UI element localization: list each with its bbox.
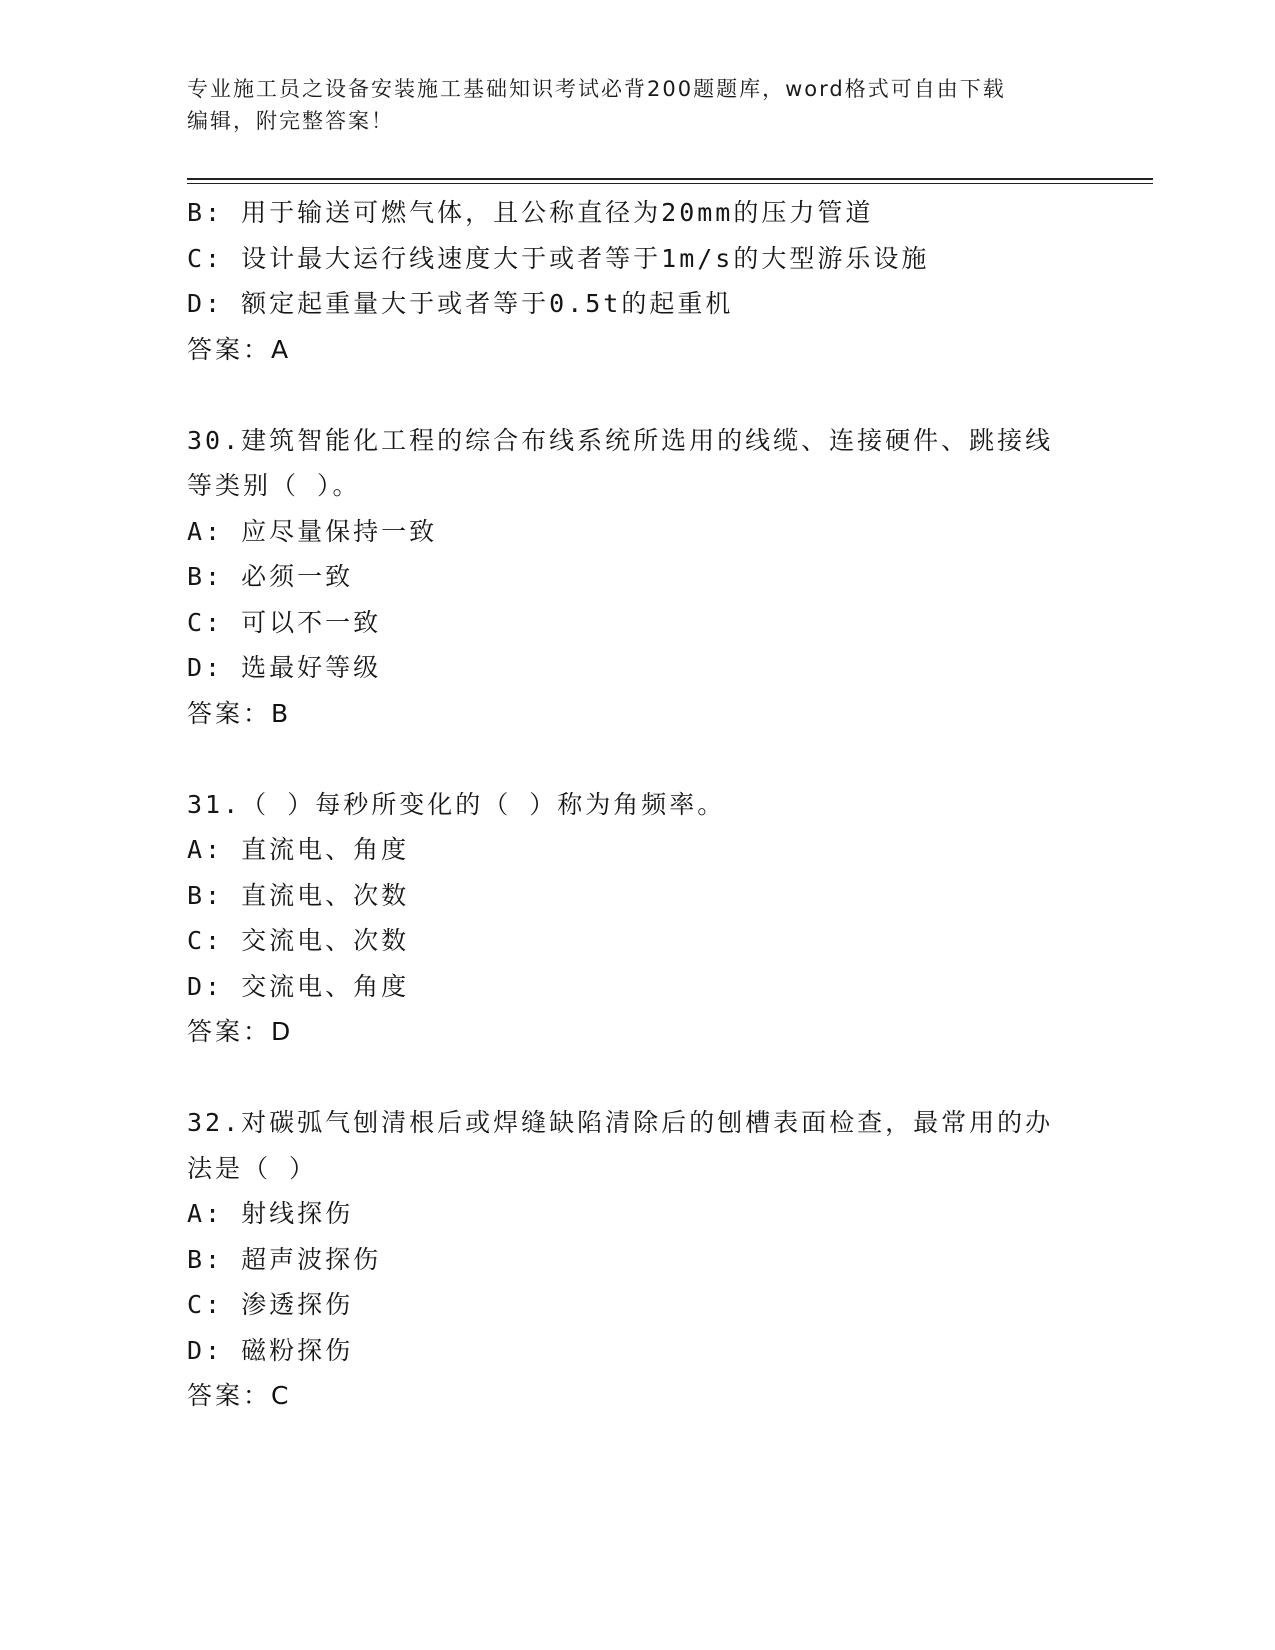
answer-line: 答案：D [187, 1017, 294, 1046]
option-b: B: 必须一致 [187, 562, 354, 591]
question-list [187, 190, 1087, 1419]
answer-line: 答案：B [187, 698, 292, 728]
prev-question-block [187, 190, 1087, 372]
answer-line: 答案：C [187, 1381, 292, 1410]
header-divider-thin [187, 183, 1153, 184]
question-text-line1: 31.（ ）每秒所变化的（ ）称为角频率。 [187, 789, 726, 819]
option-a: A: 应尽量保持一致 [187, 516, 438, 546]
option-d: D: 选最好等级 [187, 653, 382, 682]
option-c: C: 可以不一致 [187, 607, 382, 637]
option-a: A: 直流电、角度 [187, 835, 410, 864]
question-31 [187, 782, 1087, 1055]
question-32 [187, 1100, 1087, 1419]
option-c: C: 渗透探伤 [187, 1290, 354, 1319]
question-text-line2: 法是（ ） [187, 1153, 318, 1183]
option-b: B: 超声波探伤 [187, 1244, 382, 1274]
option-d: D: 额定起重量大于或者等于0.5t的起重机 [187, 289, 734, 318]
option-c: C: 设计最大运行线速度大于或者等于1m/s的大型游乐设施 [187, 243, 930, 273]
question-text [187, 782, 1067, 828]
option-c: C: 交流电、次数 [187, 926, 410, 955]
header-title-line2: 编辑，附完整答案！ [187, 109, 394, 133]
option-b: B: 直流电、次数 [187, 880, 410, 910]
header-divider-thick [187, 178, 1153, 180]
answer-line: 答案：A [187, 334, 292, 364]
question-text [187, 418, 1067, 509]
spacer [187, 1055, 1087, 1101]
document-header [187, 73, 1067, 137]
option-b: B: 用于输送可燃气体，且公称直径为20mm的压力管道 [187, 198, 874, 227]
spacer [187, 736, 1087, 782]
header-title-line1: 专业施工员之设备安装施工基础知识考试必背200题题库，word格式可自由下载 [187, 77, 1006, 101]
question-text-line1: 32.对碳弧气刨清根后或焊缝缺陷清除后的刨槽表面检查，最常用的办 [187, 1108, 1054, 1137]
spacer [187, 372, 1087, 418]
question-30 [187, 418, 1087, 737]
option-a: A: 射线探伤 [187, 1199, 354, 1228]
question-text-line1: 30.建筑智能化工程的综合布线系统所选用的线缆、连接硬件、跳接线 [187, 425, 1054, 455]
option-d: D: 磁粉探伤 [187, 1335, 354, 1365]
option-d: D: 交流电、角度 [187, 971, 410, 1001]
question-text [187, 1100, 1067, 1191]
question-text-line2: 等类别（ ）。 [187, 471, 361, 500]
